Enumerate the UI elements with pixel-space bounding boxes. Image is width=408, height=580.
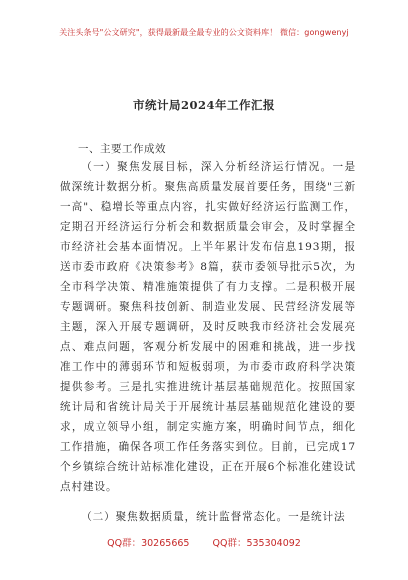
footer-contact: [0, 535, 408, 549]
header-promo-note: 关注头条号"公文研究"，获得最新最全最专业的公文资料库！ 微信：gongwenyj: [59, 28, 349, 37]
section-heading: 一、主要工作成效: [78, 143, 166, 155]
footer-qq-group-1: QQ群：30265665: [107, 538, 190, 549]
footer-qq-group-2: QQ群：535304092: [212, 538, 301, 549]
body-paragraph-1: （一）聚焦发展目标，深入分析经济运行情况。一是做深统计数据分析。聚焦高质量发展首要任务，围绕"三新一高"、稳增长等重点内容，扎实做好经济运行监测工作，定期召开经济运行分析会和数据质量会审会，及时掌握全市经济社会基本面情况。上半年累计发布信息193期，报送市委市政府《决策参考》8篇，获市委领导批示5次，为全市科学决策、精准施策提供了有力支撑。二是积极开展专题调研。聚焦科技创新、制造业发展、民营经济发展等主题，深入开展专题调研，及时反映我市经济社会发展亮点、难点问题，客观分析发展中的困难和挑战，进一步找准工作中的薄弱环节和短板弱项，为市委市政府科学决策提供参考。三是扎实推进统计基层基础规范化。按照国家统计局和省统计局关于开展统计基层基础规范化建设的要求，成立领导小组，制定实施方案，明确时间节点，细化工作措施，确保各项工作任务落实到位。目前，已完成17个乡镇综合统计站标准化建设，正在开展6个标准化建设试点村建设。: [60, 161, 356, 493]
body-paragraph-2: （二）聚焦数据质量，统计监督常态化。一是统计法: [81, 511, 346, 523]
document-title: 市统计局2024年工作汇报: [132, 98, 275, 112]
